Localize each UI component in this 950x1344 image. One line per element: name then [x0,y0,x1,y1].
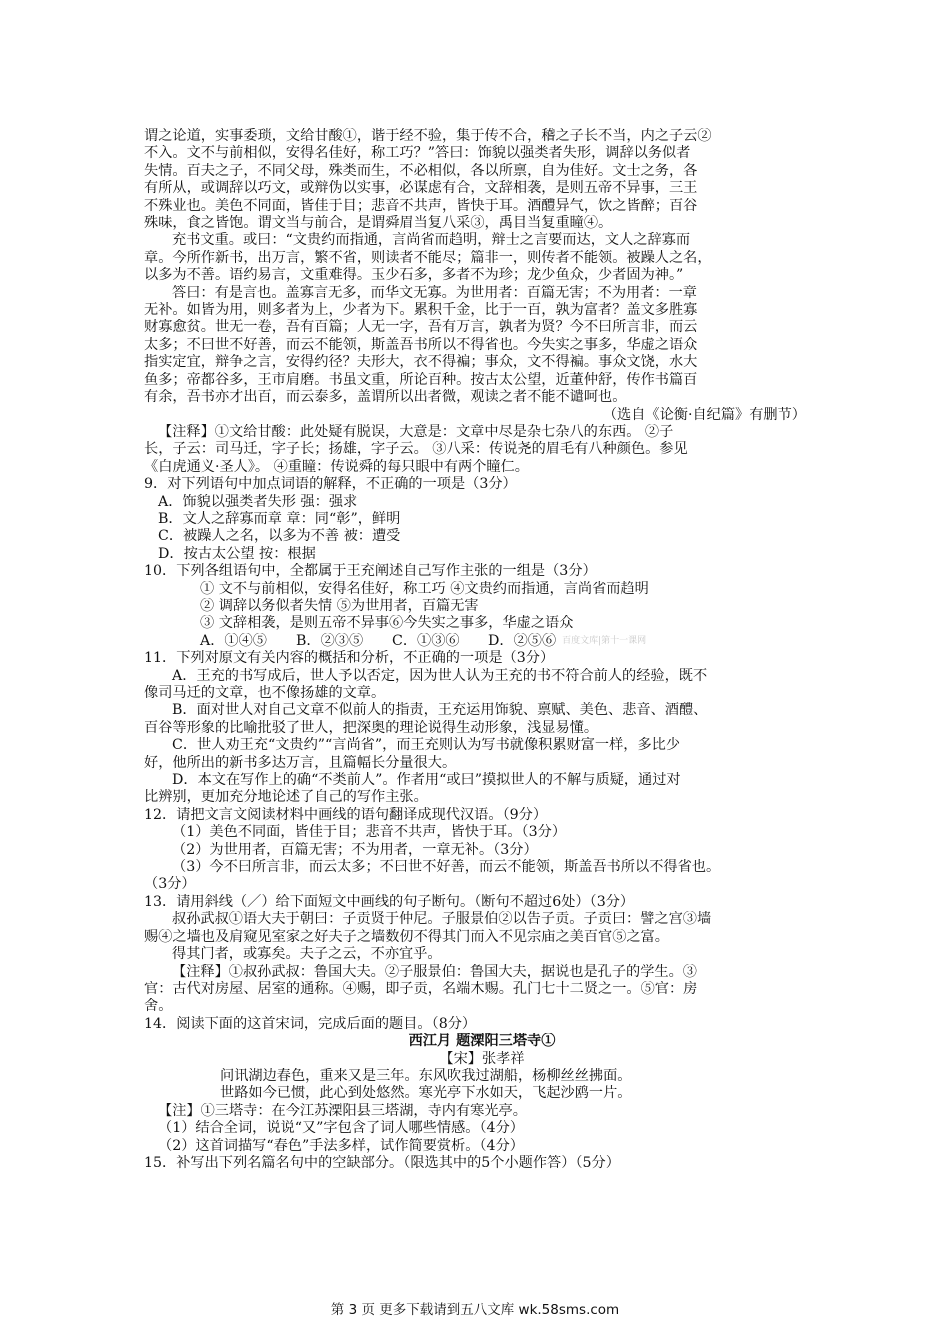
note-line: 舍。 [144,998,173,1015]
poem-line: 问讯湖边春色，重来又是三年。东风吹我过湖船，杨柳丝丝拂面。 [220,1067,632,1084]
poem-author: 【宋】张孝祥 [439,1050,525,1067]
text-line: 得其门者，或寡矣。夫子之云，不亦宜乎。 [172,946,442,963]
passage-line: 充书文重。或曰：“文贵约而指通，言尚省而趋明，辩士之言要而达，文人之辞寡而 [172,232,691,249]
sub-question: （1）美色不同面，皆佳于目；悲音不共声，皆快于耳。（3分） [172,824,567,841]
option-c: C．被躁人之名，以多为不善 被：遭受 [158,528,401,545]
statement-line: ② 调辞以务似者失情 ⑤为世用者，百篇无害 [200,597,479,614]
question-11 [144,650,820,807]
option-b: B．②③⑤ [296,632,364,649]
option-line: 百谷等形象的比喻批驳了世人，把深奥的理论说得生动形象，浅显易懂。 [144,719,599,736]
note-line: 官：古代对房屋、居室的通称。④赐，即子贡，名端木赐。孔门七十二贤之一。⑤官：房 [144,980,698,997]
option-line: 好，他所出的新书多达万言，且篇幅长分量很大。 [144,754,457,771]
passage-line: 以多为不善。语约易言，文重难得。玉少石多，多者不为珍；龙少鱼众，少者固为神。” [144,267,684,284]
passage-line: 答曰：有是言也。盖寡言无多，而华文无寡。为世用者：百篇无害；不为用者：一章 [172,284,697,301]
passage-source: （选自《论衡·自纪篇》有删节） [602,406,806,423]
question-10 [144,563,820,650]
note-line: 【注释】①叔孙武叔：鲁国大夫。②子服景伯：鲁国大夫，据说也是孔子的学生。③ [172,963,697,980]
score-note: （3分） [144,876,196,893]
option-line: A．王充的书写成后，世人予以否定，因为世人认为王充的书不符合前人的经验，既不 [172,667,708,684]
passage-line: 殊味，食之皆饱。谓文当与前合，是谓舜眉当复八采③，禹目当复重瞳④。 [144,215,613,232]
page-footer: 第 3 页 更多下载请到五八文库 wk.58sms.com [330,1302,620,1318]
option-line: B．面对世人对自己文章不似前人的指责，王充运用饰貌、禀赋、美色、悲音、酒醴、 [172,702,708,719]
question-9 [144,476,820,563]
passage-line: 鱼多；帝都谷多，王市肩磨。书虽文重，所论百种。按古太公望，近董仲舒，传作书篇百 [144,371,698,388]
option-d: D．②⑤⑥ [488,632,557,649]
passage-line: 指实定宜，辩争之言，安得约径？夫形大，衣不得褊；事众，文不得褊。事众文饶，水大 [144,354,698,371]
option-a: A．饰貌以强类者失形 强：强求 [158,493,358,510]
option-line: 比辨别，更加充分地论述了自己的写作主张。 [144,789,428,806]
option-line: C．世人劝王充“文贵约”“言尚省”，而王充则认为写书就像积累财富一样，多比少 [172,737,681,754]
poem-line: 世路如今已惯，此心到处悠然。寒光亭下水如天，飞起沙鸥一片。 [220,1085,632,1102]
passage-line: 谓之论道，实事委琐，文给甘酸①，谐于经不验，集于传不合，稽之子长不当，内之子云② [144,128,712,144]
question-stem: 11．下列对原文有关内容的概括和分析，不正确的一项是（3分） [144,650,555,667]
poem-note: 【注】①三塔寺：在今江苏溧阳县三塔湖，寺内有寒光亭。 [158,1102,527,1119]
passage-line: 太多；不曰世不好善，而云不能领，斯盖吾书所以不得省也。今失实之事多，华虚之语众 [144,336,698,353]
sub-question: （2）为世用者，百篇无害；不为用者，一章无补。（3分） [172,841,538,858]
note-line: 【注释】①文给甘酸：此处疑有脱误，大意是：文章中尽是杂七杂八的东西。 ②子 [158,423,674,440]
answer-options [144,633,820,650]
sub-question: （3）今不曰所言非，而云太多；不曰世不好善，而云不能领，斯盖吾书所以不得省也。 [172,859,721,876]
option-line: D．本文在写作上的确“不类前人”。作者用“或曰”摸拟世人的不解与质疑，通过对 [172,772,681,789]
passage-line: 章。今所作新书，出万言，繁不省，则读者不能尽；篇非一，则传者不能领。被躁人之名， [144,249,712,266]
poem-title: 西江月 题溧阳三塔寺① [408,1033,556,1050]
passage-notes [144,424,820,476]
passage-line: 财寡愈贫。世无一卷，吾有百篇；人无一字，吾有万言，孰者为贤？今不曰所言非，而云 [144,319,698,336]
watermark-text: 百度文库|第十一课网 [562,635,647,646]
note-line: 《白虎通义·圣人》。 ④重瞳：传说舜的每只眼中有两个瞳仁。 [144,458,529,475]
passage-line: 失情。百夫之子，不同父母，殊类而生，不必相似，各以所禀，自为佳好。文士之务，各 [144,162,698,179]
question-stem: 14．阅读下面的这首宋词，完成后面的题目。（8分） [144,1015,477,1032]
text-line: 叔孙武叔①语大夫于朝曰：子贡贤于仲尼。子服景伯②以告子贡。子贡曰：譬之宫③墙 [172,911,712,928]
document-page [144,128,820,1172]
passage-line: 不入。文不与前相似，安得名佳好，称工巧？”答曰：饰貌以强类者失形，调辞以务似者 [144,145,691,162]
option-c: C．①③⑥ [392,632,460,649]
option-a: A．①④⑤ [200,632,267,649]
question-13 [144,894,820,1016]
question-stem: 10．下列各组语句中，全都属于王充阐述自己写作主张的一组是（3分） [144,563,597,580]
note-line: 长，子云：司马迁，字子长；扬雄，字子云。 ③八采：传说尧的眉毛有八种颜色。参见 [144,441,688,458]
passage [144,128,820,424]
question-12 [144,807,820,894]
option-line: 像司马迁的文章，也不像扬雄的文章。 [144,685,386,701]
sub-question: （1）结合全词，说说“又”字包含了词人哪些情感。（4分） [158,1120,524,1137]
statement-line: ① 文不与前相似，安得名佳好，称工巧 ④文贵约而指通，言尚省而趋明 [200,580,649,597]
option-b: B．文人之辞寡而章 章：同“彰”，鲜明 [158,510,401,527]
text-line: 赐④之墙也及肩窥见室家之好夫子之墙数仞不得其门而入不见宗庙之美百官⑤之富。 [144,928,669,945]
statement-line: ③ 文辞相袭，是则五帝不异事⑥今失实之事多，华虚之语众 [200,615,574,632]
question-stem: 13．请用斜线（／）给下面短文中画线的句子断句。（断句不超过6处）（3分） [144,893,635,910]
passage-line: 无补。如皆为用，则多者为上，少者为下。累积千金，比于一百，孰为富者？盖文多胜寡 [144,302,698,319]
option-d: D．按古太公望 按：根据 [158,545,316,562]
passage-line: 有余，吾书亦才出百，而云泰多，盖谓所以出者微，观读之者不能不谴呵也。 [144,389,627,406]
sub-question: （2）这首词描写“春色”手法多样，试作简要赏析。（4分） [158,1137,524,1154]
question-stem: 12．请把文言文阅读材料中画线的语句翻译成现代汉语。（9分） [144,806,548,823]
passage-line: 不殊业也。美色不同面，皆佳于目；悲音不共声，皆快于耳。酒醴异气，饮之皆醉；百谷 [144,197,698,214]
question-stem: 9．对下列语句中加点词语的解释，不正确的一项是（3分） [144,476,517,493]
question-15 [144,1155,820,1172]
question-14 [144,1016,820,1155]
question-stem: 15．补写出下列名篇名句中的空缺部分。（限选其中的5个小题作答）（5分） [144,1154,620,1171]
passage-line: 有所从，或调辞以巧文，或辩伪以实事，必谋虑有合，文辞相袭，是则五帝不异事，三王 [144,180,698,197]
